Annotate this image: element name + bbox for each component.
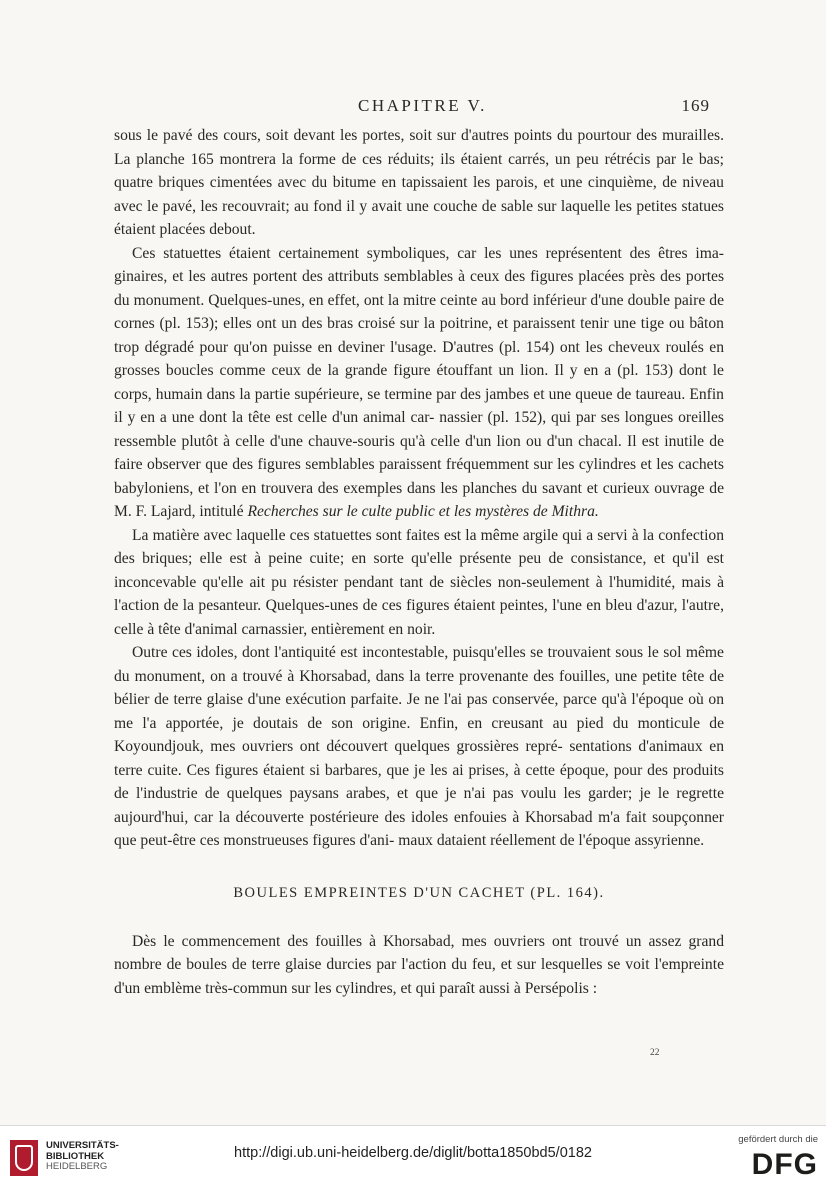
dfg-logo[interactable]: DFG	[751, 1148, 818, 1181]
text-line: une cinquième, de niveau avec le pavé, les recouvrait; au fond il y avait une couche de	[114, 174, 724, 215]
page-number: 169	[681, 96, 710, 115]
library-line: UNIVERSITÄTS-	[46, 1140, 119, 1151]
paragraph-1	[114, 124, 724, 242]
text-line: maux dataient réellement de l'époque assyrienne.	[398, 832, 705, 849]
text-line: enfouies à Khorsabad m'a fait soupçonner que peut-être ces monstrueuses figures d'ani-	[114, 808, 725, 849]
text-line: double paire de cornes (pl. 153); elles ont un des bras croisé sur la poitrine, et paraissent	[114, 291, 724, 332]
text-line: parce qu'à l'époque où on me l'a apportée, je doutais de son origine. Enfin, en creusant au	[114, 691, 725, 732]
text-line: et qu'il est inconcevable qu'elle ait pu résister pendant tant de siècles non-seulement à	[114, 550, 724, 591]
signature-mark: 22	[650, 1048, 660, 1058]
text-line: sentations d'animaux en terre cuite. Ces figures étaient si barbares, que je les ai prises, à	[114, 738, 724, 779]
text-line: murailles. La planche 165 montrera la forme de ces réduits; ils étaient carrés, un peu	[114, 127, 724, 168]
text-line: sous le pavé des cours, soit devant les portes, soit sur d'autres points du pourtour des	[114, 127, 658, 144]
library-line: HEIDELBERG	[46, 1161, 108, 1172]
text-line: Ces statuettes étaient certainement symboliques, car les unes représentent des êtres ima-	[132, 244, 724, 262]
text-line: rétrécis par le bas; quatre briques cimentées avec du bitume en tapissaient les parois, et	[114, 150, 724, 191]
text-line: portes du monument. Quelques-unes, en effet, ont la mitre ceinte au bord inférieur d'une	[114, 268, 725, 309]
paragraph-3	[114, 524, 724, 642]
text-line: jambes et une queue de taureau. Enfin il y en a une dont la tête est celle d'un animal car-	[114, 385, 724, 426]
text-line: nassier (pl. 152), qui par ses longues oreilles ressemble plutôt à celle d'une chauve-souris	[114, 409, 724, 450]
text-line: l'une en bleu d'azur, l'autre, celle à tête d'animal carnassier, entièrement en noir.	[114, 597, 724, 638]
text-line: l'empreinte d'un emblème très-commun sur les cylindres, et qui paraît aussi à Persépolis :	[114, 956, 724, 997]
permalink-url[interactable]: http://digi.ub.uni-heidelberg.de/diglit/botta1850bd5/0182	[234, 1145, 592, 1161]
paragraph-4	[114, 641, 724, 853]
text-line: nombre de boules de terre glaise durcies par l'action du feu, et sur lesquelles se voit	[114, 956, 650, 973]
text-line: l'humidité, mais à l'action de la pesanteur. Quelques-unes de ces figures étaient peintes,	[114, 573, 724, 614]
text-line: une petite tête de bélier de terre glaise d'une exécution parfaite. Je ne l'ai pas conservée,	[114, 667, 724, 708]
text-line: des exemples dans les planches du savant et curieux ouvrage de M. F. Lajard, intitulé	[114, 479, 724, 520]
text-line: ont les cheveux roulés en grosses boucles comme ceux de la grande figure étouffant un lion.	[114, 338, 724, 379]
text-line: cette époque, pour des produits de l'industrie de quelques paysans arabes, et que je n'ai	[114, 761, 724, 802]
paragraph-2	[114, 242, 724, 524]
text-line: ginaires, et les autres portent des attributs semblables à ceux des figures placées près des	[114, 268, 681, 285]
text-line: pied du monticule de Koyoundjouk, mes ouvriers ont découvert quelques grossières repré-	[114, 714, 724, 755]
funded-by-text: gefördert durch die	[738, 1134, 818, 1145]
text-line: Il y en a (pl. 153) dont le corps, humain dans la partie supérieure, se termine par des	[114, 362, 724, 403]
section-heading: BOULES EMPREINTES D'UN CACHET (PL. 164).	[233, 884, 605, 901]
text-line: paraissent fréquemment sur les cylindres et les cachets babyloniens, et l'on en trouvera	[114, 456, 724, 497]
paragraph-5	[114, 930, 724, 1001]
text-line: confection des briques; elle est à peine cuite; en sorte qu'elle présente peu de consistance,	[114, 526, 725, 567]
text-line: La matière avec laquelle ces statuettes sont faites est la même argile qui a servi à la	[132, 526, 655, 544]
text-line: sol même du monument, on a trouvé à Khorsabad, dans la terre provenante des fouilles,	[114, 644, 724, 685]
book-title-italic: Recherches sur le culte public et les mystères de Mithra.	[247, 503, 599, 520]
text-line: Outre ces idoles, dont l'antiquité est incontestable, puisqu'elles se trouvaient sous le	[132, 644, 659, 661]
running-head	[114, 96, 710, 120]
library-line: BIBLIOTHEK	[46, 1150, 105, 1162]
body-text	[114, 124, 724, 1000]
text-line: tenir une tige ou bâton trop dégradé pour qu'on puisse en deviner l'usage. D'autres (pl. 154)	[114, 315, 724, 356]
text-line: pas voulu les garder; je le regrette aujourd'hui, car la découverte postérieure des idoles	[114, 785, 725, 826]
viewer-footer	[0, 1125, 826, 1189]
text-line: sable sur laquelle les petites statues étaient placées debout.	[114, 197, 724, 238]
text-line: qu'à celle d'un lion ou d'un chacal. Il est inutile de faire observer que des figures semblables	[114, 432, 724, 473]
chapter-title: CHAPITRE V.	[358, 96, 487, 115]
text-line: Dès le commencement des fouilles à Khorsabad, mes ouvriers ont trouvé un assez grand	[132, 932, 724, 950]
